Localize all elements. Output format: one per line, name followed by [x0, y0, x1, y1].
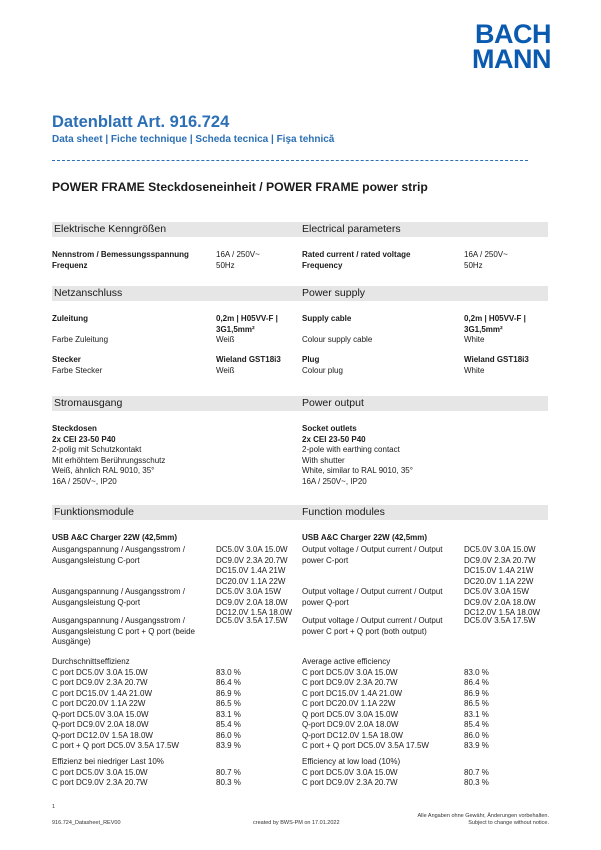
section-title-de: Elektrische Kenngrößen	[54, 223, 167, 235]
efficiency-label-de: Durchschnittseffizienz C port DC5.0V 3.0A 15.0W C port DC9.0V 2.3A 20.7W C port DC15.0V 1.4A 21.0W C port DC20.0V 1.1A 22W Q-port DC5.0V 3.0A 15.0W Q-port DC9.0V 2.0A 18.0W Q-port DC12.0V 1.5A 18.0W C port + Q port DC5.0V 3.5A 17.5W	[52, 657, 179, 750]
logo-line-2: MANN	[472, 44, 551, 74]
outlets-head-de: Steckdosen 2x CEI 23-50 P40	[52, 424, 116, 444]
section-bar-power-supply	[52, 286, 548, 301]
section-title-en: Power output	[302, 397, 364, 409]
section-bar-power-output	[52, 396, 548, 411]
q-port-value-de: DC5.0V 3.0A 15W DC9.0V 2.0A 18.0W DC12.0V 1.5A 18.0W	[216, 587, 293, 617]
elec-value-en: 16A / 250V~ 50Hz	[464, 250, 508, 270]
supply-cable-value-en: 0,2m | H05VV-F | 3G1,5mm²	[464, 314, 526, 334]
cable-colour-label-de: Farbe Zuleitung	[52, 335, 109, 344]
supply-cable-label-de: Zuleitung	[52, 314, 88, 323]
outlets-body-de: 2-polig mit Schutzkontakt Mit erhöhtem Berührungsschutz Weiß, ähnlich RAL 9010, 35° 16A / 250V~, IP20	[52, 445, 166, 486]
c-port-value-en: DC5.0V 3.0A 15.0W DC9.0V 2.3A 20.7W DC15.0V 1.4A 21W DC20.0V 1.1A 22W	[464, 545, 536, 586]
section-title-en: Function modules	[302, 506, 385, 518]
page-subtitle: Data sheet | Fiche technique | Scheda tecnica | Fişa tehnică	[52, 134, 335, 145]
section-title-de: Funktionsmodule	[54, 506, 134, 518]
section-bar-electrical	[52, 222, 548, 237]
outlets-head-en: Socket outlets 2x CEI 23-50 P40	[302, 424, 366, 444]
page-title: Datenblatt Art. 916.724	[52, 113, 230, 131]
q-port-value-en: DC5.0V 3.0A 15W DC9.0V 2.0A 18.0W DC12.0V 1.5A 18.0W	[464, 587, 541, 617]
low-load-value-de: 80.7 % 80.3 %	[216, 767, 241, 787]
section-title-en: Power supply	[302, 287, 366, 299]
elec-label-en: Rated current / rated voltage Frequency	[302, 250, 411, 270]
charger-title-en: USB A&C Charger 22W (42,5mm)	[302, 533, 428, 542]
cq-port-label-en: Output voltage / Output current / Output power C port + Q port (both output)	[302, 616, 443, 636]
page-number: 1	[52, 804, 56, 810]
charger-title-de: USB A&C Charger 22W (42,5mm)	[52, 533, 178, 542]
section-bar-function-modules	[52, 505, 548, 520]
logo-line-1: BACH	[475, 19, 551, 49]
outlets-body-en: 2-pole with earthing contact With shutter White, similar to RAL 9010, 35° 16A / 250V~, IP20	[302, 445, 413, 486]
supply-cable-value-de: 0,2m | H05VV-F | 3G1,5mm²	[216, 314, 278, 334]
q-port-label-de: Ausgangspannung / Ausgangsstrom / Ausgangsleistung Q-port	[52, 587, 185, 607]
cable-colour-label-en: Colour supply cable	[302, 335, 373, 344]
plug-colour-value-en: White	[464, 366, 485, 375]
section-title-de: Netzanschluss	[54, 287, 123, 299]
plug-value-de: Wieland GST18i3	[216, 355, 281, 364]
c-port-label-de: Ausgangspannung / Ausgangsstrom / Ausgangsleistung C-port	[52, 545, 185, 565]
cable-colour-value-en: White	[464, 335, 485, 344]
created-by: created by BWS-PM on 17.01.2022	[253, 820, 340, 826]
plug-label-en: Plug	[302, 355, 320, 364]
efficiency-value-de: 83.0 % 86.4 % 86.9 % 86.5 % 83.1 % 85.4 % 86.0 % 83.9 %	[216, 667, 241, 750]
efficiency-label-en: Average active efficiency C port DC5.0V 3.0A 15.0W C port DC9.0V 2.3A 20.7W C port DC15.0V 1.4A 21.0W C port DC20.0V 1.1A 22W Q port DC5.0V 3.0A 15.0W Q-port DC9.0V 2.0A 18.0W Q-port DC12.0V 1.5A 18.0W C port + Q port DC5.0V 3.5A 17.5W	[302, 657, 429, 750]
bachmann-logo	[469, 19, 551, 74]
plug-label-de: Stecker	[52, 355, 81, 364]
cq-port-value-en: DC5.0V 3.5A 17.5W	[464, 616, 536, 625]
disclaimer: Alle Angaben ohne Gewähr, Änderungen vorbehalten. Subject to change without notice.	[417, 813, 549, 826]
c-port-label-en: Output voltage / Output current / Output power C-port	[302, 545, 443, 565]
plug-colour-value-de: Weiß	[216, 366, 235, 375]
section-title-en: Electrical parameters	[302, 223, 401, 235]
supply-cable-label-en: Supply cable	[302, 314, 352, 323]
cq-port-value-de: DC5.0V 3.5A 17.5W	[216, 616, 288, 625]
low-load-value-en: 80.7 % 80.3 %	[464, 767, 489, 787]
plug-colour-label-de: Farbe Stecker	[52, 366, 103, 375]
plug-colour-label-en: Colour plug	[302, 366, 343, 375]
elec-label-de: Nennstrom / Bemessungsspannung Frequenz	[52, 250, 189, 270]
low-load-label-de: Effizienz bei niedriger Last 10% C port DC5.0V 3.0A 15.0W C port DC9.0V 2.3A 20.7W	[52, 757, 164, 787]
divider	[52, 160, 528, 161]
q-port-label-en: Output voltage / Output current / Output power Q-port	[302, 587, 443, 607]
low-load-label-en: Efficiency at low load (10%) C port DC5.0V 3.0A 15.0W C port DC9.0V 2.3A 20.7W	[302, 757, 401, 787]
file-name: 916.724_Datasheet_REV00	[52, 820, 121, 826]
efficiency-value-en: 83.0 % 86.4 % 86.9 % 86.5 % 83.1 % 85.4 % 86.0 % 83.9 %	[464, 667, 489, 750]
c-port-value-de: DC5.0V 3.0A 15.0W DC9.0V 2.3A 20.7W DC15.0V 1.4A 21W DC20.0V 1.1A 22W	[216, 545, 288, 586]
section-title-de: Stromausgang	[54, 397, 123, 409]
cable-colour-value-de: Weiß	[216, 335, 235, 344]
elec-value-de: 16A / 250V~ 50Hz	[216, 250, 260, 270]
product-heading: POWER FRAME Steckdoseneinheit / POWER FRAME power strip	[52, 180, 428, 194]
cq-port-label-de: Ausgangspannung / Ausgangsstrom / Ausgangsleistung C port + Q port (beide Ausgänge)	[52, 616, 195, 646]
plug-value-en: Wieland GST18i3	[464, 355, 529, 364]
